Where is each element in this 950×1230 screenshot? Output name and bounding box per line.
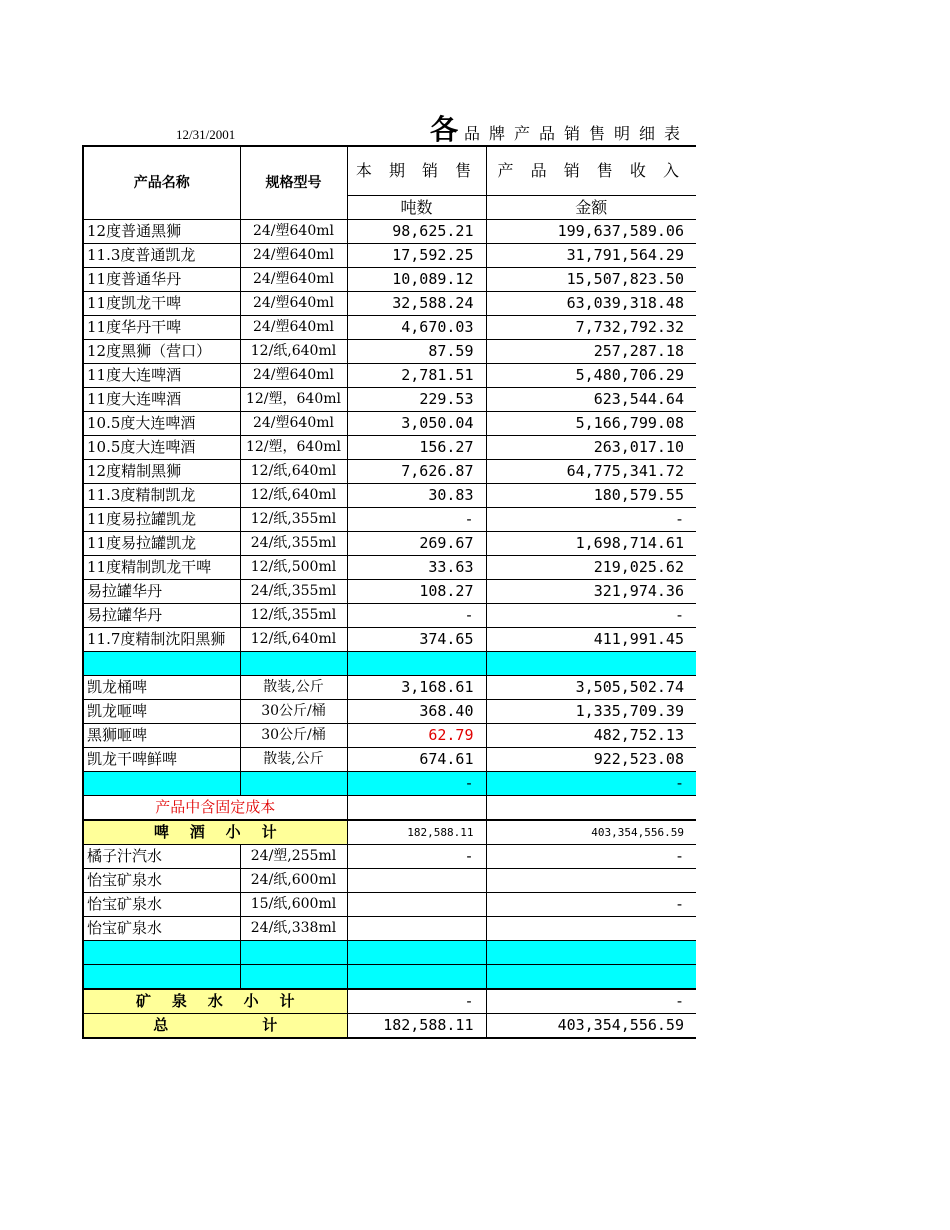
product-name: 11度精制凯龙干啤 <box>83 556 240 580</box>
product-spec: 12/纸,355ml <box>240 604 347 628</box>
tons-value: 10,089.12 <box>347 268 486 292</box>
tons-value: 3,050.04 <box>347 412 486 436</box>
product-spec: 30公斤/桶 <box>240 724 347 748</box>
tons-value: 33.63 <box>347 556 486 580</box>
product-name: 10.5度大连啤酒 <box>83 436 240 460</box>
header-tons: 吨数 <box>347 195 486 219</box>
tons-value: 30.83 <box>347 484 486 508</box>
product-spec: 24/塑640ml <box>240 220 347 244</box>
draft-cyan-tons: - <box>347 772 486 796</box>
cyan-cell <box>83 652 240 676</box>
table-row <box>83 604 696 628</box>
fixed-cost-tons <box>347 796 486 821</box>
product-name: 10.5度大连啤酒 <box>83 412 240 436</box>
beer-rows <box>83 220 696 652</box>
cyan-cell <box>83 941 240 965</box>
grand-total-tons: 182,588.11 <box>347 1014 486 1039</box>
product-name: 11度凯龙干啤 <box>83 292 240 316</box>
table-row <box>83 893 696 917</box>
product-name: 怡宝矿泉水 <box>83 869 240 893</box>
tons-value: 7,626.87 <box>347 460 486 484</box>
cyan-cell <box>240 965 347 990</box>
title-rest: 品牌产品销售明细表 <box>464 124 690 143</box>
product-spec: 12/纸,640ml <box>240 340 347 364</box>
tons-value <box>347 917 486 941</box>
product-spec: 散装,公斤 <box>240 676 347 700</box>
water-subtotal-row <box>83 989 696 1014</box>
cyan-cell <box>486 941 696 965</box>
table-row <box>83 412 696 436</box>
fixed-cost-amount <box>486 796 696 821</box>
product-name: 11度易拉罐凯龙 <box>83 532 240 556</box>
water-subtotal-amount: - <box>486 989 696 1014</box>
sales-table <box>82 145 696 1039</box>
header-spec: 规格型号 <box>240 146 347 220</box>
table-row <box>83 484 696 508</box>
amount-value: 7,732,792.32 <box>486 316 696 340</box>
product-name: 11.3度普通凯龙 <box>83 244 240 268</box>
product-spec: 15/纸,600ml <box>240 893 347 917</box>
amount-value: 5,480,706.29 <box>486 364 696 388</box>
draft-rows <box>83 676 696 772</box>
amount-value: 1,698,714.61 <box>486 532 696 556</box>
product-name: 怡宝矿泉水 <box>83 893 240 917</box>
amount-value: 257,287.18 <box>486 340 696 364</box>
table-row <box>83 220 696 244</box>
header-sales-revenue: 产 品 销 售 收 入 <box>486 146 696 195</box>
header-product-name: 产品名称 <box>83 146 240 220</box>
product-spec: 24/纸,600ml <box>240 869 347 893</box>
product-name: 黑狮咂啤 <box>83 724 240 748</box>
product-spec: 12/纸,640ml <box>240 628 347 652</box>
product-name: 12度普通黑狮 <box>83 220 240 244</box>
product-spec: 24/纸,338ml <box>240 917 347 941</box>
tons-value: 269.67 <box>347 532 486 556</box>
report-date: 12/31/2001 <box>176 127 236 142</box>
header-amount: 金额 <box>486 195 696 219</box>
amount-value: 3,505,502.74 <box>486 676 696 700</box>
tons-value: 229.53 <box>347 388 486 412</box>
amount-value: 31,791,564.29 <box>486 244 696 268</box>
product-name: 易拉罐华丹 <box>83 604 240 628</box>
cyan-cell <box>240 652 347 676</box>
cyan-cell <box>83 772 240 796</box>
amount-value: 199,637,589.06 <box>486 220 696 244</box>
product-name: 11度大连啤酒 <box>83 388 240 412</box>
tons-value: 32,588.24 <box>347 292 486 316</box>
title-first-char: 各 <box>430 113 461 146</box>
amount-value: 64,775,341.72 <box>486 460 696 484</box>
product-spec: 24/塑,255ml <box>240 845 347 869</box>
product-spec: 12/塑，640ml <box>240 388 347 412</box>
amount-value: 63,039,318.48 <box>486 292 696 316</box>
cyan-cell <box>347 965 486 990</box>
product-spec: 12/纸,500ml <box>240 556 347 580</box>
water-rows <box>83 845 696 941</box>
tons-value: 17,592.25 <box>347 244 486 268</box>
product-name: 怡宝矿泉水 <box>83 917 240 941</box>
cyan-cell <box>486 652 696 676</box>
product-spec: 24/塑640ml <box>240 292 347 316</box>
table-row <box>83 508 696 532</box>
table-row <box>83 532 696 556</box>
product-spec: 24/塑640ml <box>240 316 347 340</box>
cyan-cell <box>240 941 347 965</box>
cyan-cell <box>240 772 347 796</box>
product-name: 橘子汁汽水 <box>83 845 240 869</box>
amount-value: 321,974.36 <box>486 580 696 604</box>
product-spec: 24/塑640ml <box>240 364 347 388</box>
tons-value: 368.40 <box>347 700 486 724</box>
tons-value: - <box>347 845 486 869</box>
amount-value <box>486 869 696 893</box>
table-row <box>83 292 696 316</box>
draft-cyan-amount: - <box>486 772 696 796</box>
product-name: 12度精制黑狮 <box>83 460 240 484</box>
beer-subtotal-label: 啤 酒 小 计 <box>83 820 347 845</box>
product-spec: 24/纸,355ml <box>240 580 347 604</box>
product-spec: 12/纸,640ml <box>240 460 347 484</box>
cyan-cell <box>347 652 486 676</box>
sales-table-container <box>82 145 696 1039</box>
amount-value: 411,991.45 <box>486 628 696 652</box>
table-row <box>83 845 696 869</box>
draft-cyan-row <box>83 772 696 796</box>
tons-value: - <box>347 604 486 628</box>
product-spec: 12/纸,640ml <box>240 484 347 508</box>
tons-value: 156.27 <box>347 436 486 460</box>
table-row <box>83 388 696 412</box>
product-spec: 24/塑640ml <box>240 268 347 292</box>
tons-value: - <box>347 508 486 532</box>
amount-value: 482,752.13 <box>486 724 696 748</box>
cyan-cell <box>347 941 486 965</box>
tons-value: 98,625.21 <box>347 220 486 244</box>
beer-subtotal-row <box>83 820 696 845</box>
water-subtotal-label: 矿 泉 水 小 计 <box>83 989 347 1014</box>
fixed-cost-row <box>83 796 696 821</box>
product-spec: 24/塑640ml <box>240 412 347 436</box>
table-row <box>83 869 696 893</box>
product-spec: 24/塑640ml <box>240 244 347 268</box>
table-row <box>83 700 696 724</box>
header-period-sales: 本 期 销 售 <box>347 146 486 195</box>
amount-value: 5,166,799.08 <box>486 412 696 436</box>
table-row <box>83 460 696 484</box>
table-row <box>83 268 696 292</box>
tons-value: 374.65 <box>347 628 486 652</box>
table-row <box>83 364 696 388</box>
tons-value: 62.79 <box>347 724 486 748</box>
beer-subtotal-amount: 403,354,556.59 <box>486 820 696 845</box>
product-name: 11.3度精制凯龙 <box>83 484 240 508</box>
product-spec: 12/纸,355ml <box>240 508 347 532</box>
cyan-cell <box>486 965 696 990</box>
table-row <box>83 676 696 700</box>
tons-value: 108.27 <box>347 580 486 604</box>
amount-value: 219,025.62 <box>486 556 696 580</box>
amount-value: - <box>486 893 696 917</box>
grand-total-row <box>83 1014 696 1039</box>
table-row <box>83 436 696 460</box>
amount-value: - <box>486 845 696 869</box>
report-title <box>430 108 696 148</box>
product-spec: 24/纸,355ml <box>240 532 347 556</box>
table-row <box>83 748 696 772</box>
table-row <box>83 556 696 580</box>
product-name: 凯龙桶啤 <box>83 676 240 700</box>
amount-value: 180,579.55 <box>486 484 696 508</box>
tons-value <box>347 869 486 893</box>
tons-value: 674.61 <box>347 748 486 772</box>
amount-value: 1,335,709.39 <box>486 700 696 724</box>
amount-value: 922,523.08 <box>486 748 696 772</box>
amount-value: 15,507,823.50 <box>486 268 696 292</box>
product-name: 11度易拉罐凯龙 <box>83 508 240 532</box>
product-name: 凯龙干啤鲜啤 <box>83 748 240 772</box>
product-name: 11度大连啤酒 <box>83 364 240 388</box>
product-spec: 12/塑，640ml <box>240 436 347 460</box>
product-name: 11度普通华丹 <box>83 268 240 292</box>
tons-value: 3,168.61 <box>347 676 486 700</box>
amount-value: 623,544.64 <box>486 388 696 412</box>
amount-value <box>486 917 696 941</box>
product-name: 11度华丹干啤 <box>83 316 240 340</box>
product-name: 11.7度精制沈阳黑狮 <box>83 628 240 652</box>
water-cyan-row-2 <box>83 965 696 990</box>
product-name: 凯龙咂啤 <box>83 700 240 724</box>
table-row <box>83 244 696 268</box>
tons-value: 87.59 <box>347 340 486 364</box>
tons-value: 2,781.51 <box>347 364 486 388</box>
beer-subtotal-tons: 182,588.11 <box>347 820 486 845</box>
table-row <box>83 917 696 941</box>
table-row <box>83 628 696 652</box>
table-row <box>83 580 696 604</box>
amount-value: - <box>486 508 696 532</box>
water-subtotal-tons: - <box>347 989 486 1014</box>
cyan-spacer-row <box>83 652 696 676</box>
product-spec: 散装,公斤 <box>240 748 347 772</box>
product-spec: 30公斤/桶 <box>240 700 347 724</box>
table-row <box>83 316 696 340</box>
tons-value <box>347 893 486 917</box>
water-cyan-row-1 <box>83 941 696 965</box>
fixed-cost-label: 产品中含固定成本 <box>83 796 347 821</box>
table-row <box>83 340 696 364</box>
product-name: 易拉罐华丹 <box>83 580 240 604</box>
product-name: 12度黑狮（营口） <box>83 340 240 364</box>
grand-total-label: 总 计 <box>83 1014 347 1039</box>
grand-total-amount: 403,354,556.59 <box>486 1014 696 1039</box>
cyan-cell <box>83 965 240 990</box>
amount-value: - <box>486 604 696 628</box>
tons-value: 4,670.03 <box>347 316 486 340</box>
table-row <box>83 724 696 748</box>
amount-value: 263,017.10 <box>486 436 696 460</box>
